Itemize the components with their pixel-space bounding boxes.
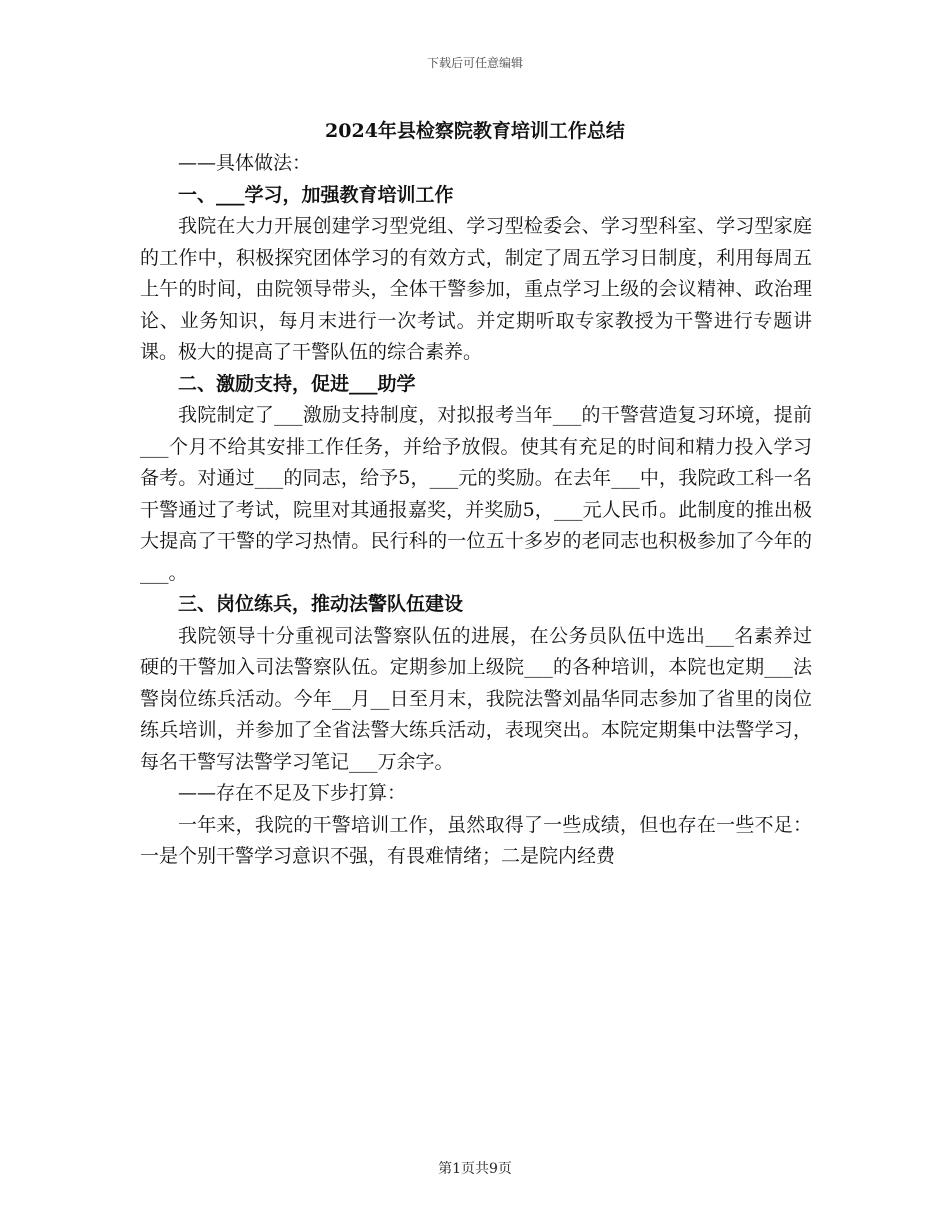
page-footer: 第1页共9页 bbox=[438, 1161, 512, 1177]
paragraph-3: 我院领导十分重视司法警察队伍的进展，在公务员队伍中选出___名素养过硬的干警加入司法警察队伍。定期参加上级院___的各种培训，本院也定期___法警岗位练兵活动。今年__月__日至月末，我院法警刘晶华同志参加了省里的岗位练兵培训，并参加了全省法警大练兵活动，表现突出。本院定期集中法警学习，每名干警写法警学习笔记___万余字。 bbox=[140, 624, 812, 773]
paragraph-2: 我院制定了___激励支持制度，对拟报考当年___的干警营造复习环境，提前___个月不给其安排工作任务，并给予放假。使其有充足的时间和精力投入学习备考。对通过___的同志，给予5，___元的奖励。在去年___中，我院政工科一名干警通过了考试，院里对其通报嘉奖，并奖励5，___元人民币。此制度的推出极大提高了干警的学习热情。民行科的一位五十多岁的老同志也积极参加了今年的___。 bbox=[140, 404, 812, 584]
document-body bbox=[140, 148, 812, 873]
section-heading-1: 一、___学习，加强教育培训工作 bbox=[178, 183, 454, 206]
section-heading-2: 二、激励支持，促进___助学 bbox=[178, 372, 416, 395]
paragraph-4: 一年来，我院的干警培训工作，虽然取得了一些成绩，但也存在一些不足：一是个别干警学习意识不强，有畏难情绪；二是院内经费 bbox=[140, 813, 812, 867]
paragraph-1: 我院在大力开展创建学习型党组、学习型检委会、学习型科室、学习型家庭的工作中，积极探究团体学习的有效方式，制定了周五学习日制度，利用每周五上午的时间，由院领导带头，全体干警参加，重点学习上级的会议精神、政治理论、业务知识，每月末进行一次考试。并定期听取专家教授为干警进行专题讲课。极大的提高了干警队伍的综合素养。 bbox=[140, 215, 812, 363]
section-heading-3: 三、岗位练兵，推动法警队伍建设 bbox=[178, 593, 464, 615]
document-title: 2024年县检察院教育培训工作总结 bbox=[325, 120, 625, 142]
subheading-specific-practices: ——具体做法： bbox=[178, 152, 312, 174]
subheading-shortcomings: ——存在不足及下步打算： bbox=[178, 782, 407, 804]
header-note: 下载后可任意编辑 bbox=[426, 56, 523, 70]
